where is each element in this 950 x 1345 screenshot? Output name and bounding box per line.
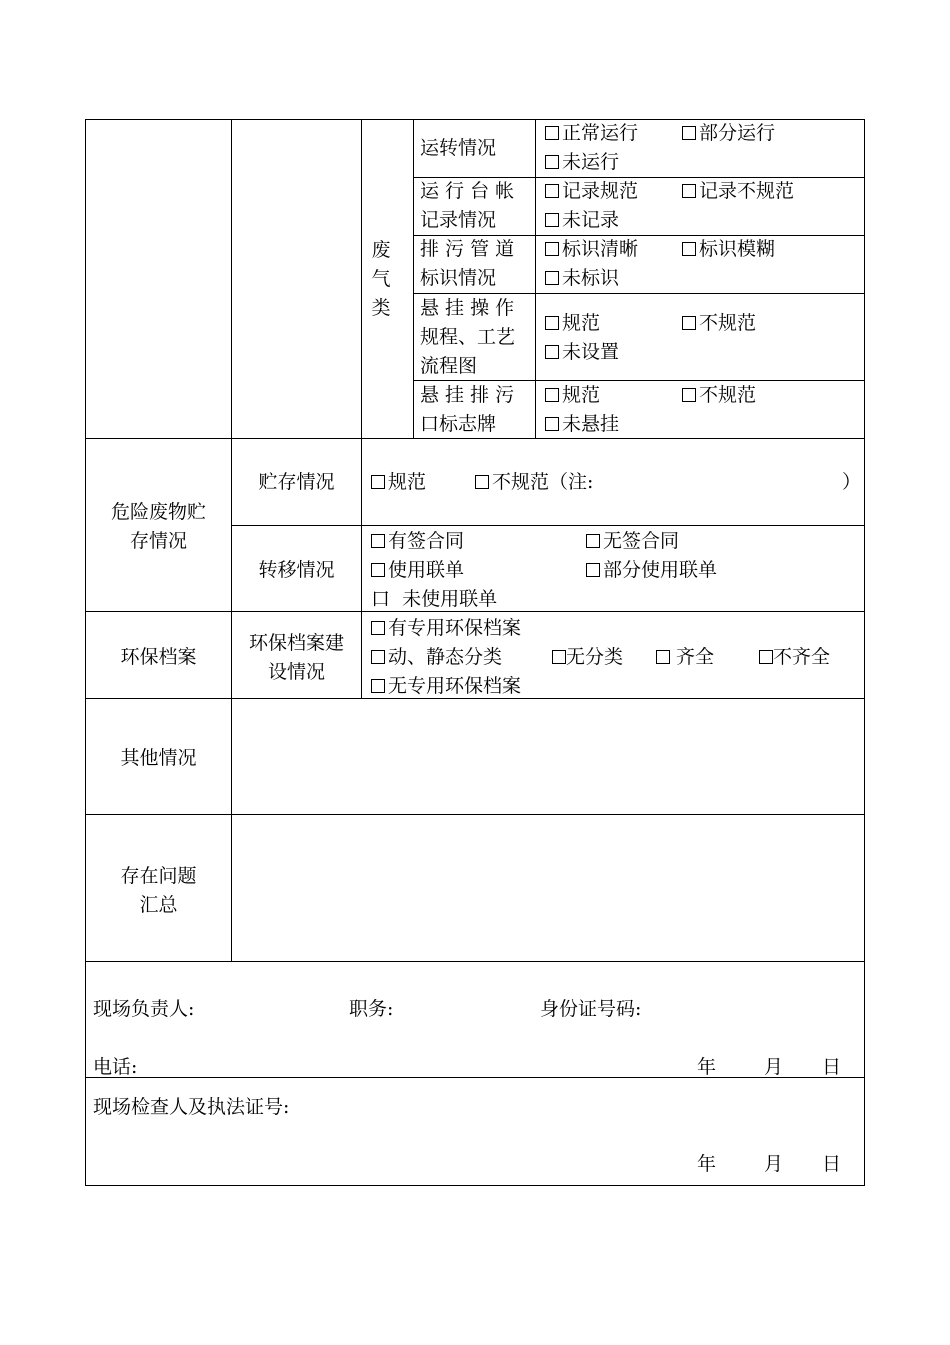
position-label: 职务: bbox=[349, 998, 394, 1020]
option-has-contract[interactable]: 有签合同 bbox=[371, 527, 464, 556]
checkbox-icon bbox=[545, 345, 559, 359]
row-label-line1: 运 行 台 帐 bbox=[420, 180, 515, 202]
checkbox-icon bbox=[545, 271, 559, 285]
problems-content[interactable] bbox=[232, 815, 864, 961]
category-char: 废 bbox=[371, 239, 391, 261]
row-label-line2: 记录情况 bbox=[420, 209, 497, 231]
checkbox-icon bbox=[371, 679, 385, 693]
option-partial-manifest[interactable]: 部分使用联单 bbox=[586, 556, 717, 585]
option-complete[interactable]: 齐全 bbox=[656, 643, 714, 672]
option-nonstandard[interactable]: 不规范 bbox=[682, 309, 756, 338]
option-standard[interactable]: 规范 bbox=[545, 309, 600, 338]
checkbox-icon bbox=[545, 417, 559, 431]
inspector-label: 现场检查人及执法证号: bbox=[93, 1096, 290, 1118]
checkbox-icon bbox=[586, 563, 600, 577]
id-number-label: 身份证号码: bbox=[540, 998, 642, 1020]
archive-label: 环保档案 bbox=[120, 646, 197, 668]
option-record-standard[interactable]: 记录规范 bbox=[545, 177, 638, 206]
option-incomplete[interactable]: 不齐全 bbox=[759, 643, 830, 672]
option-no-contract[interactable]: 无签合同 bbox=[586, 527, 679, 556]
other-content[interactable] bbox=[232, 699, 864, 814]
checkbox-icon bbox=[371, 621, 385, 635]
checkbox-icon bbox=[656, 650, 670, 664]
checkbox-icon bbox=[371, 650, 385, 664]
date-day: 日 bbox=[822, 1056, 842, 1078]
checkbox-icon bbox=[475, 475, 489, 489]
checkbox-icon bbox=[545, 242, 559, 256]
option-record-nonstandard[interactable]: 记录不规范 bbox=[682, 177, 794, 206]
date-day: 日 bbox=[822, 1153, 842, 1175]
option-label-clear[interactable]: 标识清晰 bbox=[545, 235, 638, 264]
option-storage-nonstandard[interactable]: 不规范（注: bbox=[475, 468, 593, 497]
date-year: 年 bbox=[697, 1153, 717, 1175]
checkbox-icon bbox=[545, 184, 559, 198]
checkbox-icon bbox=[682, 184, 696, 198]
option-use-manifest[interactable]: 使用联单 bbox=[371, 556, 464, 585]
row-label-line2: 口标志牌 bbox=[420, 413, 497, 435]
row-label-line1: 排 污 管 道 bbox=[420, 238, 515, 260]
option-not-recorded[interactable]: 未记录 bbox=[545, 206, 619, 235]
checkbox-icon bbox=[552, 650, 566, 664]
checkbox-icon bbox=[545, 316, 559, 330]
checkbox-icon bbox=[545, 126, 559, 140]
row-label-line3: 流程图 bbox=[420, 355, 478, 377]
option-not-operating[interactable]: 未运行 bbox=[545, 148, 619, 177]
other-label: 其他情况 bbox=[120, 747, 197, 769]
checkbox-icon bbox=[371, 563, 385, 577]
category-char: 类 bbox=[371, 297, 391, 319]
person-in-charge-label: 现场负责人: bbox=[93, 998, 195, 1020]
option-normal-operation[interactable]: 正常运行 bbox=[545, 119, 638, 148]
option-standard[interactable]: 规范 bbox=[545, 381, 600, 410]
checkbox-icon bbox=[682, 388, 696, 402]
option-no-archive[interactable]: 无专用环保档案 bbox=[371, 672, 521, 701]
row-label: 运转情况 bbox=[420, 137, 497, 159]
option-not-set[interactable]: 未设置 bbox=[545, 338, 619, 367]
row-label-line2: 标识情况 bbox=[420, 267, 497, 289]
row-label-line1: 悬 挂 操 作 bbox=[420, 297, 515, 319]
option-label-blurry[interactable]: 标识模糊 bbox=[682, 235, 775, 264]
checkbox-icon bbox=[682, 126, 696, 140]
option-dynamic-static[interactable]: 动、静态分类 bbox=[371, 643, 502, 672]
date-month: 月 bbox=[764, 1153, 784, 1175]
option-nonstandard[interactable]: 不规范 bbox=[682, 381, 756, 410]
category-char: 气 bbox=[371, 268, 391, 290]
option-not-hung[interactable]: 未悬挂 bbox=[545, 410, 619, 439]
option-has-archive[interactable]: 有专用环保档案 bbox=[371, 614, 521, 643]
checkbox-icon bbox=[682, 316, 696, 330]
checkbox-icon bbox=[371, 475, 385, 489]
option-no-manifest[interactable]: 口 未使用联单 bbox=[371, 588, 498, 610]
storage-note-close: ） bbox=[842, 471, 862, 493]
date-month: 月 bbox=[764, 1056, 784, 1078]
row-label-line2: 规程、工艺 bbox=[420, 326, 516, 348]
waste-gas-category bbox=[362, 236, 400, 323]
date-year: 年 bbox=[697, 1056, 717, 1078]
checkbox-icon bbox=[682, 242, 696, 256]
row-label-line1: 悬 挂 排 污 bbox=[420, 384, 515, 406]
option-storage-standard[interactable]: 规范 bbox=[371, 468, 426, 497]
option-not-labeled[interactable]: 未标识 bbox=[545, 264, 619, 293]
option-no-classification[interactable]: 无分类 bbox=[552, 643, 623, 672]
checkbox-glyph: 口 bbox=[371, 588, 391, 610]
waste-gas-category-text bbox=[362, 236, 400, 323]
phone-label: 电话: bbox=[93, 1056, 138, 1078]
checkbox-icon bbox=[759, 650, 773, 664]
storage-label: 贮存情况 bbox=[258, 471, 335, 493]
checkbox-icon bbox=[545, 388, 559, 402]
option-partial-operation[interactable]: 部分运行 bbox=[682, 119, 775, 148]
checkbox-icon bbox=[545, 155, 559, 169]
checkbox-icon bbox=[545, 213, 559, 227]
checkbox-icon bbox=[371, 534, 385, 548]
checkbox-icon bbox=[586, 534, 600, 548]
transfer-label: 转移情况 bbox=[258, 559, 335, 581]
